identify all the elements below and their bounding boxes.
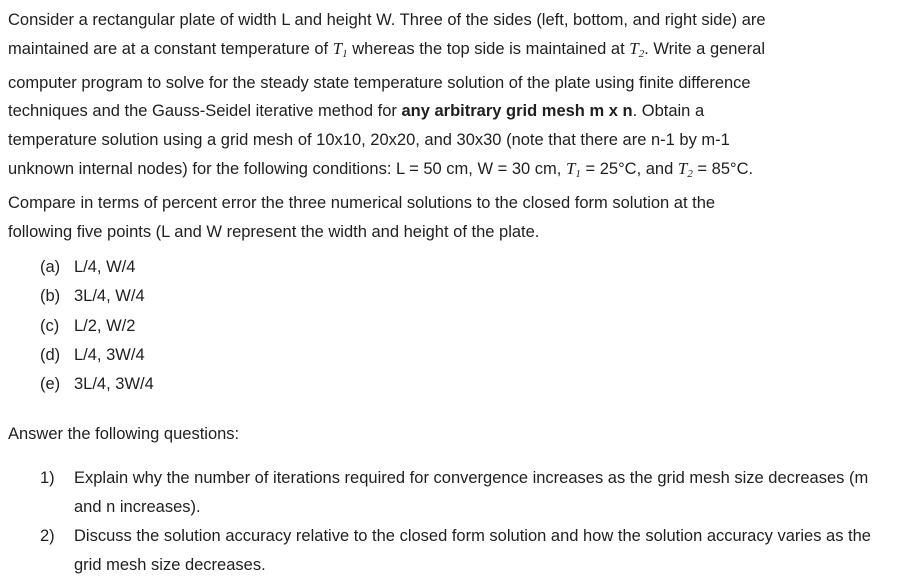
temperature-subscript: 2 [687,167,693,180]
point-marker: (e) [40,375,61,394]
problem-line [8,6,893,35]
point-text: 3L/4, 3W/4 [74,375,154,394]
text-run: . Write a general [644,39,765,58]
temperature-symbol: T [629,38,639,58]
text-run: = 85°C. [692,159,754,178]
problem-line [8,218,893,247]
temperature-symbol: T [677,158,688,178]
problem-statement [8,6,893,246]
text-run: techniques and the Gauss-Seidel iterative method for [8,102,402,121]
text-run: temperature solution using a grid mesh of 10x10, 20x20, and 30x30 (note that there are n-1 by m-1 [8,131,730,150]
problem-line [8,126,893,155]
text-run: Compare in terms of percent error the three numerical solutions to the closed form solution at the [8,193,716,212]
evaluation-points-list [40,253,154,399]
point-marker: (d) [40,345,61,364]
bold-text: any arbitrary grid mesh m x n [401,102,633,121]
answer-heading: Answer the following questions: [8,425,240,443]
point-marker: (b) [40,287,61,306]
temperature-symbol: T [332,38,343,58]
temperature-subscript: 1 [342,47,348,60]
problem-line [8,35,893,69]
text-run: . Obtain a [632,102,705,121]
question-item [40,464,890,522]
question-marker: 1) [40,469,55,487]
problem-line [8,155,893,189]
text-run: following five points (L and W represent the width and height of the plate. [8,222,540,241]
point-text: L/2, W/2 [74,316,136,335]
point-item [40,282,154,311]
question-text: Discuss the solution accuracy relative to the closed form solution and how the solution accuracy varies as the grid mesh size decreases. [74,527,871,574]
problem-line [8,97,893,126]
point-item [40,253,154,282]
question-marker: 2) [40,527,55,545]
point-marker: (c) [40,316,60,335]
point-item [40,341,154,370]
text-run: = 25°C, and [580,159,678,178]
problem-line [8,69,893,98]
point-marker: (a) [40,258,61,276]
question-item [40,522,890,580]
point-item [40,370,154,399]
text-run: maintained are at a constant temperature of [8,39,333,58]
point-item [40,312,154,341]
text-run: unknown internal nodes) for the following conditions: L = 50 cm, W = 30 cm, [8,159,566,178]
temperature-subscript: 1 [575,167,581,180]
text-run: computer program to solve for the steady state temperature solution of the plate using finite difference [8,73,751,92]
question-text: Explain why the number of iterations required for convergence increases as the grid mesh size decreases (m and n increases). [74,469,869,516]
text-run: whereas the top side is maintained at [347,39,630,58]
point-text: 3L/4, W/4 [74,287,145,306]
point-text: L/4, W/4 [74,258,136,276]
questions-list [40,464,890,580]
temperature-symbol: T [565,158,576,178]
point-text: L/4, 3W/4 [74,345,145,364]
temperature-subscript: 2 [638,47,645,60]
text-run: Consider a rectangular plate of width L and height W. Three of the sides (left, bottom, and right side) are [8,11,766,29]
problem-line [8,189,893,218]
